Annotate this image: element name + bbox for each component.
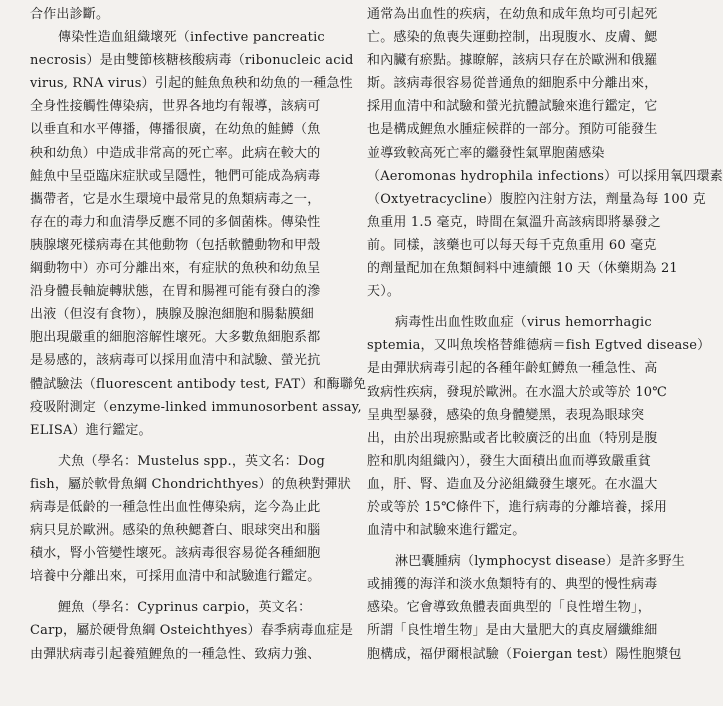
text-line: Carp，屬於硬骨魚綱 Osteichthyes）春季病毒血症是 [30, 623, 354, 639]
text-line: 並導致較高死亡率的繼發性氣單胞菌感染 [367, 145, 605, 161]
text-line: 犬魚（學名：Mustelus spp.，英文名：Dog [58, 453, 326, 469]
text-line: 血清中和試驗來進行鑑定。 [367, 523, 526, 539]
text-line: （Aeromonas hydrophila infections）可以採用氧四環素 [367, 168, 723, 184]
text-line: 致病性疾病，發現於歐洲。在水溫大於或等於 10℃ [367, 384, 668, 400]
text-line: 出液（但沒有食物），胰腺及腺泡細胞和腸黏膜細 [30, 307, 314, 323]
text-line: 或捕獲的海洋和淡水魚類特有的、典型的慢性病毒 [367, 577, 658, 593]
text-line: 淋巴囊腫病（lymphocyst disease）是許多野生 [395, 554, 685, 570]
text-line: 由彈狀病毒引起養殖鯉魚的一種急性、致病力強、 [30, 646, 321, 662]
text-line: 所謂「良性增生物」是由大量肥大的真皮層纖維細 [367, 623, 658, 639]
text-line: 病只見於歐洲。感染的魚秧鰓蒼白、眼球突出和腦 [30, 523, 321, 539]
text-line: 魚重用 1.5 毫克，時間在氣溫升高該病即將暴發之 [367, 214, 661, 230]
text-line: 存在的毒力和血清學反應不同的多個菌株。傳染性 [30, 214, 321, 230]
text-line: 胰腺壞死樣病毒在其他動物（包括軟體動物和甲殼 [30, 237, 321, 253]
text-line: 血，肝、腎、造血及分泌組織發生壞死。在水溫大 [367, 476, 658, 492]
text-line: （Oxtyetracycline）腹腔內注射方法，劑量為每 100 克 [367, 191, 706, 207]
text-line: 鮭魚中呈亞臨床症狀或呈隱性，牠們可能成為病毒 [30, 168, 321, 184]
text-line: 病毒是低齡的一種急性出血性傳染病，迄今為止此 [30, 499, 321, 515]
text-line: 採用血清中和試驗和螢光抗體試驗來進行鑑定，它 [367, 99, 658, 115]
text-line: 斯。該病毒很容易從普通魚的細胞系中分離出來， [367, 76, 658, 92]
text-line: sptemia，又叫魚埃格替維德病＝fish Egtved disease） [367, 338, 711, 354]
text-line: necrosis）是由雙節核糖核酸病毒（ribonucleic acid [30, 53, 354, 69]
text-line: 是由彈狀病毒引起的各種年齡虹鱒魚一種急性、高 [367, 361, 658, 377]
text-line: 也是構成鯉魚水腫症候群的一部分。預防可能發生 [367, 122, 658, 138]
text-line: 綱動物中）亦可分離出來，有症狀的魚秧和幼魚呈 [30, 261, 321, 277]
text-line: ELISA）進行鑑定。 [30, 422, 152, 438]
right-column [367, 3, 723, 666]
text-line: 合作出診斷。 [30, 7, 110, 22]
text-line: 亡。感染的魚喪失運動控制，出現腹水、皮膚、鰓 [367, 30, 658, 46]
text-line: 前。同樣，該藥也可以每天每千克魚重用 60 毫克 [367, 237, 657, 253]
text-line: 以垂直和水平傳播，傳播很廣，在幼魚的鮭鱒（魚 [30, 122, 321, 138]
text-line: 攜帶者，它是水生環境中最常見的魚類病毒之一， [30, 191, 321, 207]
text-line: 胞出現嚴重的細胞溶解性壞死。大多數魚細胞系都 [30, 330, 321, 346]
text-line: 鯉魚（學名：Cyprinus carpio，英文名： [58, 600, 312, 616]
text-line: 沿身體長軸旋轉狀態，在胃和腸裡可能有發白的滲 [30, 284, 321, 300]
text-line: 的劑量配加在魚類飼料中連續餵 10 天（休藥期為 21 [367, 261, 678, 277]
text-line: 秧和幼魚）中造成非常高的死亡率。此病在較大的 [30, 145, 321, 161]
text-line: 和內臟有瘀點。據瞭解，該病只存在於歐洲和俄羅 [367, 53, 658, 69]
text-line: 通常為出血性的疾病，在幼魚和成年魚均可引起死 [367, 7, 658, 22]
text-line: 於或等於 15℃條件下，進行病毒的分離培養，採用 [367, 499, 668, 515]
left-column [30, 3, 367, 666]
text-line: 出，由於出現瘀點或者比較廣泛的出血（特別是腹 [367, 430, 658, 446]
text-line: 全身性接觸性傳染病，世界各地均有報導，該病可 [30, 99, 321, 115]
text-line: 感染。它會導致魚體表面典型的「良性增生物」， [367, 600, 651, 616]
text-line: 體試驗法（fluorescent antibody test, FAT）和酶聯免 [30, 376, 367, 392]
text-line: 是易感的，該病毒可以採用血清中和試驗、螢光抗 [30, 353, 321, 369]
text-line: 傳染性造血組織壞死（infective pancreatic [58, 30, 325, 46]
text-line: 疫吸附測定（enzyme-linked immunosorbent assay, [30, 399, 362, 415]
text-line: fish，屬於軟骨魚綱 Chondrichthyes）的魚秧對彈狀 [30, 476, 351, 492]
text-line: 天）。 [367, 284, 401, 300]
text-line: 病毒性出血性敗血症（virus hemorrhagic [395, 315, 652, 331]
text-line: 培養中分離出來，可採用血清中和試驗進行鑑定。 [30, 569, 321, 585]
text-line: 胞構成，福伊爾根試驗（Foiergan test）陽性胞漿包 [367, 646, 682, 662]
text-line: 腔和肌肉組織內），發生大面積出血而導致嚴重貧 [367, 453, 651, 469]
text-line: 呈典型暴發，感染的魚身體變黑，表現為眼球突 [367, 407, 645, 423]
text-line: virus, RNA virus）引起的鮭魚魚秧和幼魚的一種急性 [30, 76, 353, 92]
text-line: 積水，腎小管變性壞死。該病毒很容易從各種細胞 [30, 546, 321, 562]
